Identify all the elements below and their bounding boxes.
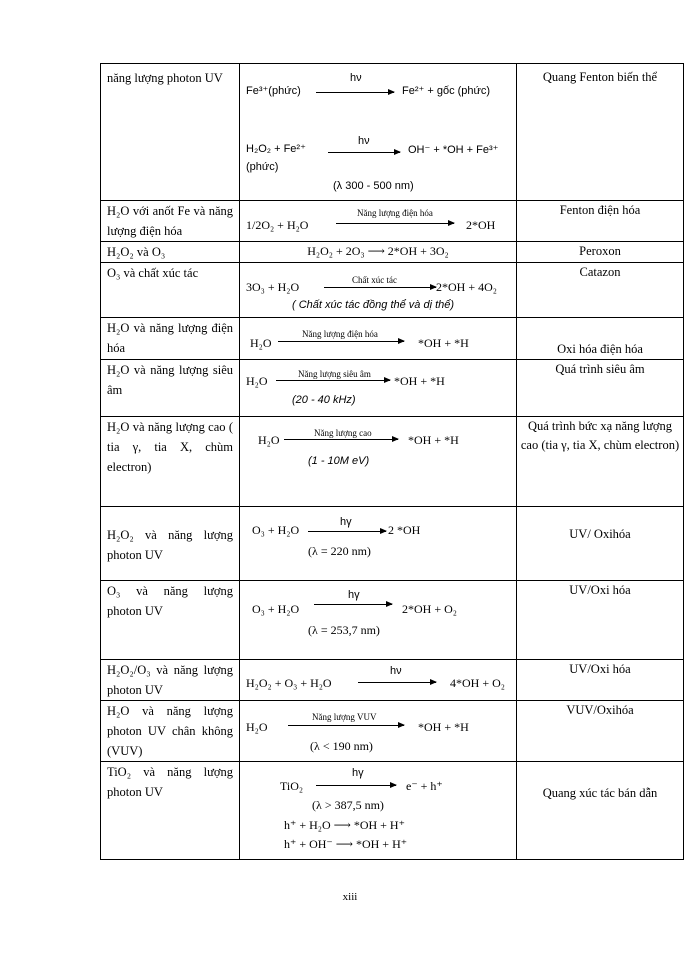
condition-cell: H₂O₂ và năng lượng photon UV [107, 528, 233, 562]
reaction-cell: H₂O Năng lượng siêu âm *OH + *H (20 - 40 kHz) [246, 369, 445, 406]
reaction-cell: 3O₃ + H₂O Chất xúc tác 2*OH + 4O₂ ( Chất xúc tác đồng thể và dị thể) [246, 275, 497, 311]
table-row [101, 360, 684, 417]
page-number: xiii [342, 891, 358, 903]
process-cell: UV/ Oxihóa [569, 527, 631, 541]
condition-cell: H₂O và năng lượng siêu âm [107, 363, 233, 397]
reaction-arrow [288, 725, 404, 726]
table-row [101, 263, 684, 318]
table-row [101, 417, 684, 507]
table-row [101, 660, 684, 701]
condition-cell: H₂O và năng lượng cao ( tia γ, tia X, chùm electron) [107, 420, 233, 474]
reaction-arrow [316, 92, 394, 93]
reaction-arrow [328, 152, 400, 153]
reaction-arrow [314, 604, 392, 605]
process-cell: Oxi hóa điện hóa [557, 342, 643, 356]
table-row [101, 507, 684, 581]
condition-cell: O₃ và chất xúc tác [107, 266, 199, 280]
process-cell: Quang xúc tác bán dẫn [542, 786, 658, 800]
condition-cell: năng lượng photon UV [107, 71, 223, 85]
condition-cell: H₂O với anốt Fe và năng lượng điện hóa [107, 204, 233, 238]
table-row [101, 64, 684, 201]
reaction-cell: TiO₂ hγ e⁻ + h⁺ (λ > 387,5 nm) h⁺ + H₂O ⟶ *OH + H⁺ h⁺ + OH⁻ ⟶ *OH + H⁺ [280, 767, 443, 851]
process-cell: Fenton điện hóa [559, 203, 641, 217]
condition-cell: H₂O và năng lượng photon UV chân không (VUV) [107, 704, 233, 758]
process-cell: Quá trình siêu âm [555, 362, 645, 376]
reaction-cell: H₂O Năng lượng điện hóa *OH + *H [250, 329, 469, 350]
table-row [101, 201, 684, 242]
reaction-cell: H₂O₂ + O₃ + H₂O hν 4*OH + O₂ [246, 665, 505, 690]
reaction-cell: Fe³⁺(phức) hν Fe²⁺ + gốc (phức) H₂O₂ + Fe²⁺ (phức) hν OH⁻ + *OH + Fe³⁺ (λ 300 - 500 nm) [246, 72, 499, 192]
reaction-arrow [308, 531, 386, 532]
table-row [101, 318, 684, 360]
process-cell: UV/Oxi hóa [569, 583, 631, 597]
reaction-arrow [336, 223, 454, 224]
process-cell: UV/Oxi hóa [569, 662, 631, 676]
reaction-arrow [276, 380, 390, 381]
reaction-cell: H₂O Năng lượng VUV *OH + *H (λ < 190 nm) [246, 712, 469, 753]
condition-cell: TiO₂ và năng lượng photon UV [107, 765, 233, 799]
condition-cell: O₃ và năng lượng photon UV [107, 584, 233, 618]
reaction-arrow [278, 341, 404, 342]
reaction-cell: H₂O Năng lượng cao *OH + *H (1 - 10M eV) [258, 428, 459, 467]
table-row [101, 701, 684, 762]
reaction-arrow [284, 439, 398, 440]
aop-table [100, 63, 684, 860]
reaction-arrow [316, 785, 396, 786]
condition-cell: H₂O₂/O₃ và năng lượng photon UV [107, 663, 233, 697]
table-row [101, 242, 684, 263]
reaction-arrow [358, 682, 436, 683]
reaction-cell: 1/2O₂ + H₂O Năng lượng điện hóa 2*OH [246, 208, 496, 232]
process-cell: Quá trình bức xạ năng lượng cao (tia γ, tia X, chùm electron) [520, 419, 680, 452]
process-cell: Catazon [579, 265, 621, 279]
reaction-arrow [324, 287, 436, 288]
process-cell: Quang Fenton biến thể [542, 70, 658, 84]
process-cell: Peroxon [579, 244, 621, 258]
table-row [101, 581, 684, 660]
table-row [101, 762, 684, 860]
condition-cell: H₂O₂ và O₃ [107, 245, 166, 259]
reaction-cell: H₂O₂ + 2O₃ ⟶ 2*OH + 3O₂ [307, 244, 449, 258]
condition-cell: H₂O và năng lượng điện hóa [107, 321, 233, 355]
reaction-cell: O₃ + H₂O hγ 2*OH + O₂ (λ = 253,7 nm) [252, 589, 457, 637]
reaction-cell: O₃ + H₂O hγ 2 *OH (λ = 220 nm) [252, 516, 421, 558]
process-cell: VUV/Oxihóa [566, 703, 634, 717]
